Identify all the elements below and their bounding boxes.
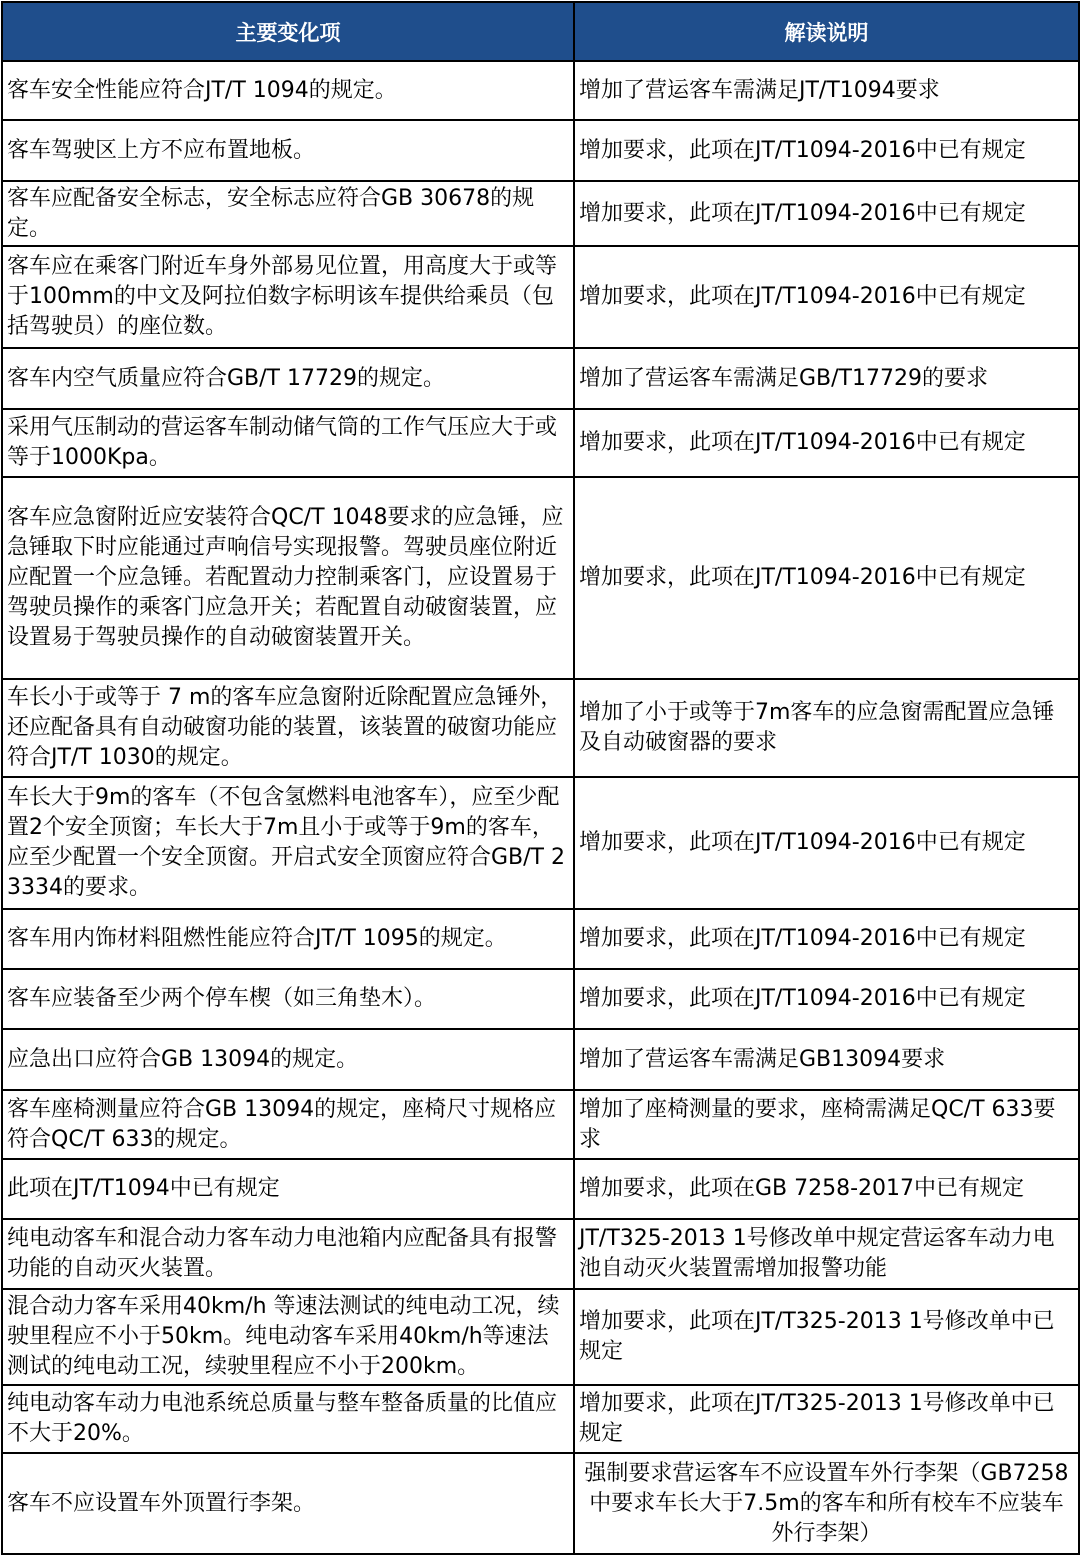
interpretation-cell: 增加要求，此项在GB 7258-2017中已有规定 xyxy=(574,1159,1079,1219)
interpretation-cell: 强制要求营运客车不应设置车外行李架（GB7258中要求车长大于7.5m的客车和所有校车不应装车外行李架） xyxy=(574,1453,1079,1554)
header-main-changes: 主要变化项 xyxy=(2,2,574,61)
change-item-cell: 客车用内饰材料阻燃性能应符合JT/T 1095的规定。 xyxy=(2,909,574,969)
interpretation-cell: 增加要求，此项在JT/T325-2013 1号修改单中已规定 xyxy=(574,1385,1079,1453)
table-row xyxy=(2,1029,1079,1090)
change-item-cell: 客车不应设置车外顶置行李架。 xyxy=(2,1453,574,1554)
header-row xyxy=(2,2,1079,61)
change-item-cell: 纯电动客车动力电池系统总质量与整车整备质量的比值应不大于20%。 xyxy=(2,1385,574,1453)
table-row xyxy=(2,1159,1079,1219)
interpretation-cell: 增加要求，此项在JT/T1094-2016中已有规定 xyxy=(574,969,1079,1029)
table-row xyxy=(2,679,1079,777)
table-row xyxy=(2,1385,1079,1453)
change-item-cell: 客车安全性能应符合JT/T 1094的规定。 xyxy=(2,61,574,120)
regulation-changes-table xyxy=(1,1,1078,1555)
table-row xyxy=(2,477,1079,679)
table-row xyxy=(2,777,1079,909)
table-row xyxy=(2,246,1079,348)
change-item-cell: 客车内空气质量应符合GB/T 17729的规定。 xyxy=(2,348,574,409)
interpretation-cell: 增加要求，此项在JT/T325-2013 1号修改单中已规定 xyxy=(574,1289,1079,1385)
change-item-cell: 车长小于或等于 7 m的客车应急窗附近除配置应急锤外，还应配备具有自动破窗功能的装置，该装置的破窗功能应符合JT/T 1030的规定。 xyxy=(2,679,574,777)
table-row xyxy=(2,1219,1079,1289)
interpretation-cell: 增加要求，此项在JT/T1094-2016中已有规定 xyxy=(574,777,1079,909)
interpretation-cell: JT/T325-2013 1号修改单中规定营运客车动力电池自动灭火装置需增加报警功能 xyxy=(574,1219,1079,1289)
table-row xyxy=(2,120,1079,181)
interpretation-cell: 增加了营运客车需满足GB/T17729的要求 xyxy=(574,348,1079,409)
change-item-cell: 客车座椅测量应符合GB 13094的规定，座椅尺寸规格应符合QC/T 633的规定。 xyxy=(2,1090,574,1159)
interpretation-cell: 增加要求，此项在JT/T1094-2016中已有规定 xyxy=(574,909,1079,969)
interpretation-cell: 增加了座椅测量的要求，座椅需满足QC/T 633要求 xyxy=(574,1090,1079,1159)
table-row xyxy=(2,61,1079,120)
changes-table xyxy=(1,1,1080,1555)
interpretation-cell: 增加要求，此项在JT/T1094-2016中已有规定 xyxy=(574,409,1079,477)
interpretation-cell: 增加要求，此项在JT/T1094-2016中已有规定 xyxy=(574,181,1079,246)
interpretation-cell: 增加了营运客车需满足JT/T1094要求 xyxy=(574,61,1079,120)
change-item-cell: 客车驾驶区上方不应布置地板。 xyxy=(2,120,574,181)
table-row xyxy=(2,1289,1079,1385)
interpretation-cell: 增加了营运客车需满足GB13094要求 xyxy=(574,1029,1079,1090)
table-row xyxy=(2,1453,1079,1554)
change-item-cell: 客车应急窗附近应安装符合QC/T 1048要求的应急锤，应急锤取下时应能通过声响信号实现报警。驾驶员座位附近应配置一个应急锤。若配置动力控制乘客门，应设置易于驾驶员操作的乘客门应急开关；若配置自动破窗装置，应设置易于驾驶员操作的自动破窗装置开关。 xyxy=(2,477,574,679)
table-row xyxy=(2,969,1079,1029)
interpretation-cell: 增加要求，此项在JT/T1094-2016中已有规定 xyxy=(574,246,1079,348)
interpretation-cell: 增加了小于或等于7m客车的应急窗需配置应急锤及自动破窗器的要求 xyxy=(574,679,1079,777)
change-item-cell: 此项在JT/T1094中已有规定 xyxy=(2,1159,574,1219)
change-item-cell: 应急出口应符合GB 13094的规定。 xyxy=(2,1029,574,1090)
header-interpretation: 解读说明 xyxy=(574,2,1079,61)
interpretation-cell: 增加要求，此项在JT/T1094-2016中已有规定 xyxy=(574,477,1079,679)
change-item-cell: 客车应装备至少两个停车楔（如三角垫木）。 xyxy=(2,969,574,1029)
change-item-cell: 采用气压制动的营运客车制动储气筒的工作气压应大于或等于1000Kpa。 xyxy=(2,409,574,477)
interpretation-cell: 增加要求，此项在JT/T1094-2016中已有规定 xyxy=(574,120,1079,181)
table-row xyxy=(2,409,1079,477)
change-item-cell: 纯电动客车和混合动力客车动力电池箱内应配备具有报警功能的自动灭火装置。 xyxy=(2,1219,574,1289)
change-item-cell: 车长大于9m的客车（不包含氢燃料电池客车），应至少配置2个安全顶窗；车长大于7m且小于或等于9m的客车，应至少配置一个安全顶窗。开启式安全顶窗应符合GB/T 23334的要求。 xyxy=(2,777,574,909)
change-item-cell: 客车应配备安全标志，安全标志应符合GB 30678的规定。 xyxy=(2,181,574,246)
table-row xyxy=(2,1090,1079,1159)
table-row xyxy=(2,348,1079,409)
change-item-cell: 客车应在乘客门附近车身外部易见位置，用高度大于或等于100mm的中文及阿拉伯数字标明该车提供给乘员（包括驾驶员）的座位数。 xyxy=(2,246,574,348)
change-item-cell: 混合动力客车采用40km/h 等速法测试的纯电动工况，续驶里程应不小于50km。纯电动客车采用40km/h等速法测试的纯电动工况，续驶里程应不小于200km。 xyxy=(2,1289,574,1385)
table-row xyxy=(2,909,1079,969)
table-row xyxy=(2,181,1079,246)
